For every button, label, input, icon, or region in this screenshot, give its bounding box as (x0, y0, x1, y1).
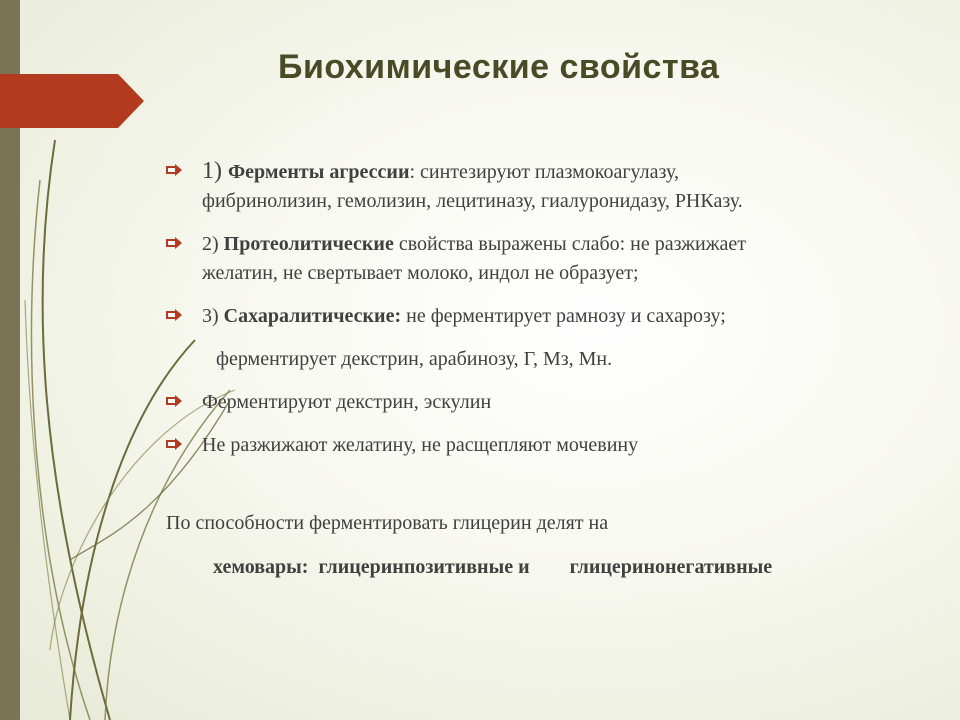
footer-line-1: По способности ферментировать глицерин делят на (166, 512, 609, 534)
arrow-right-icon (166, 164, 182, 176)
bullet-item-enzymes (166, 157, 886, 216)
bullet-text: : синтезируют плазмокоагулазу, (409, 161, 679, 183)
bullet-text: Не разжижают желатину, не расщепляют мочевину (202, 434, 639, 456)
bullet-bold-label: Ферменты агрессии (228, 161, 410, 183)
bullet-number: 2) (202, 233, 224, 255)
sub-line: ферментирует декстрин, арабинозу, Г, Мз, Мн. (216, 348, 613, 370)
footer-line-2: хемовары: глицеринпозитивные и глицеринонегативные (213, 556, 773, 578)
bullet-bold-label: Сахаралитические: (223, 305, 402, 327)
arrow-right-icon (166, 395, 182, 407)
bullet-text: свойства выражены слабо: не разжижает (393, 233, 747, 255)
slide-title: Биохимические свойства (278, 48, 720, 86)
bullet-number: 1) (202, 158, 228, 184)
accent-arrow-tab (0, 74, 144, 128)
bullet-number: 3) (202, 305, 224, 327)
bullet-text: Ферментируют декстрин, эскулин (202, 391, 492, 413)
bullet-list (166, 157, 886, 460)
bullet-item-gelatin (166, 431, 886, 460)
bullet-continuation: желатин, не свертывает молоко, индол не образует; (202, 262, 639, 284)
bullet-continuation: фибринолизин, гемолизин, лецитиназу, гиалуронидазу, РНКазу. (202, 190, 743, 212)
bullet-item-saccharolytic (166, 302, 886, 331)
bullet-item-proteolytic (166, 230, 886, 288)
bullet-bold-label: Протеолитические (223, 233, 394, 255)
arrow-right-icon (166, 438, 182, 450)
bullet-item-dextrin (166, 388, 886, 417)
arrow-right-icon (166, 237, 182, 249)
arrow-right-icon (166, 309, 182, 321)
bullet-text: не ферментирует рамнозу и сахарозу; (401, 305, 726, 327)
